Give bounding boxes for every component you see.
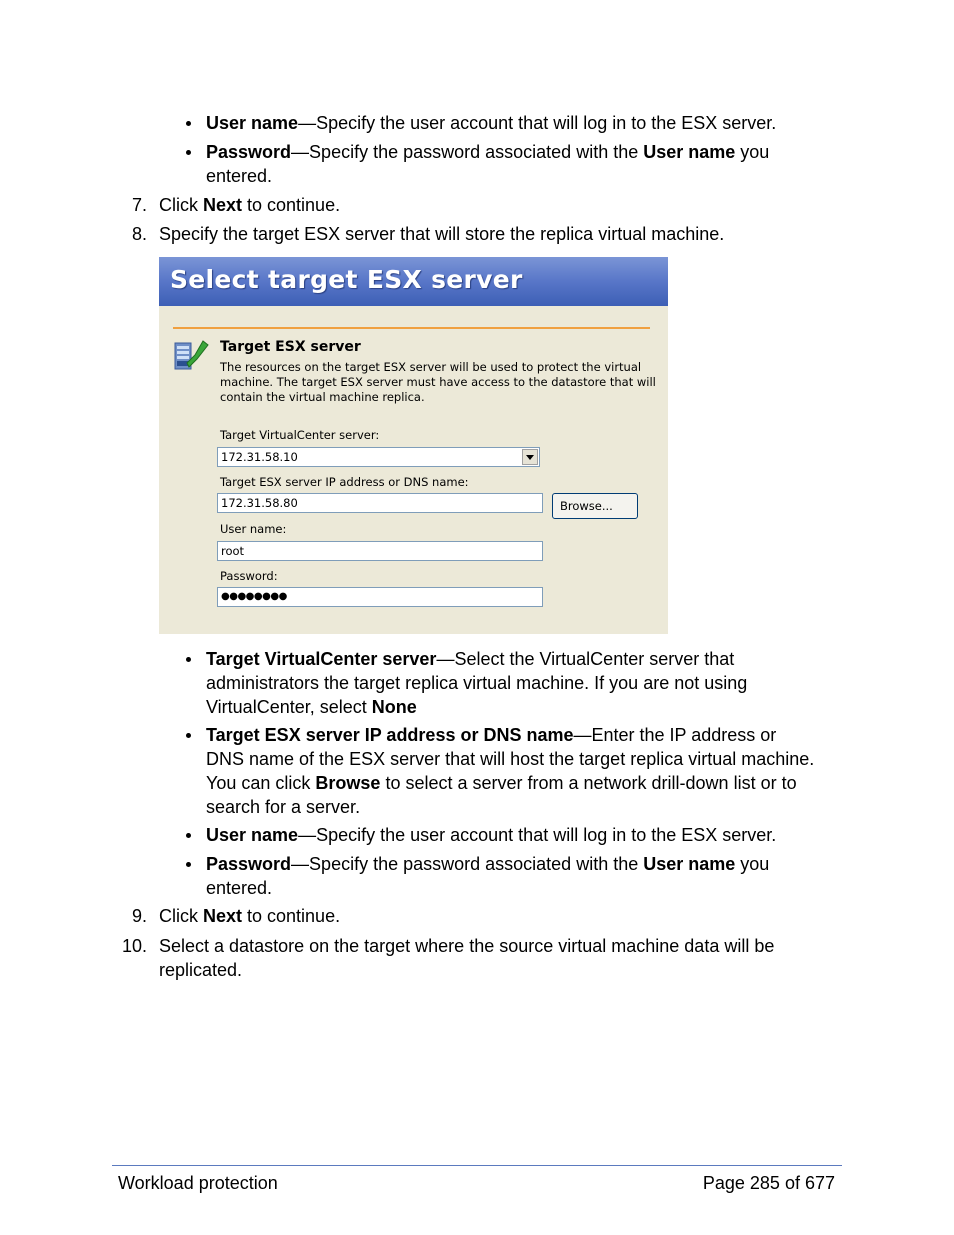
step-number: 9.: [131, 906, 147, 926]
password-input[interactable]: ●●●●●●●●: [217, 587, 543, 607]
section-title: Target ESX server: [220, 339, 361, 355]
esx-server-input[interactable]: 172.31.58.80: [217, 493, 543, 513]
server-wizard-icon: [173, 337, 211, 375]
step-number: 8.: [131, 224, 147, 244]
bullet-dot: [186, 733, 191, 738]
term: Password: [206, 142, 292, 162]
bullet-dot: [186, 150, 191, 155]
dialog-header: [159, 257, 668, 306]
browse-button[interactable]: Browse...: [552, 493, 638, 519]
term: User name: [206, 113, 299, 133]
term: Target VirtualCenter server: [206, 649, 437, 669]
footer-section-title: Workload protection: [118, 1173, 278, 1193]
user-name-input[interactable]: root: [217, 541, 543, 561]
user-name-label: User name:: [220, 522, 287, 536]
esx-server-label: Target ESX server IP address or DNS name:: [220, 475, 469, 489]
term: Password: [206, 854, 292, 874]
term: User name: [206, 825, 299, 845]
footer-page-number: Page 285 of 677: [702, 1173, 835, 1193]
password-label: Password:: [220, 569, 278, 583]
section-divider: [173, 327, 650, 329]
term: Target ESX server IP address or DNS name: [206, 725, 574, 745]
bullet-dot: [186, 121, 191, 126]
bullet-dot: [186, 657, 191, 662]
dialog-title: Select target ESX server: [170, 265, 523, 294]
step-number: 7.: [131, 195, 147, 215]
vc-server-label: Target VirtualCenter server:: [220, 428, 380, 442]
chevron-down-icon[interactable]: [522, 449, 538, 465]
footer-divider: [112, 1165, 842, 1166]
document-page: User name—Specify the user account that will log in to the ESX server. Password—Specify the password associated with the User name you entered. 7. Click Next to continue. 8. Specify the target ESX server that will store the replica virtual machine. Select target ESX server Target ESX server The resources on the target ESX server will be used to protect the virtual machine. The target ESX server must have access to the datastore that will contain the virtual machine replica. Target VirtualCenter server: 172.31.58.10 Target ESX server IP address or DNS name: 172.31.58.80 Browse... User name: root Password: ●●●●●●●● Target VirtualCenter server—Select the VirtualCenter server that administrators the target replica virtual machine. If you are not using VirtualCenter, select None Target ESX server IP address or DNS name—Enter the IP address or DNS name of the ESX server that will host the target replica virtual machine. You can click Browse to select a server from a network drill-down list or to search for a server. User name—Specify the user account that will log in to the ESX server. Password—Specify the password associated with the User name you entered. 9. Click Next to continue. 10. Select a datastore on the target where the source virtual machine data will be replicated. Workload protection Page 285 of 677: [0, 0, 954, 1235]
vc-server-select[interactable]: 172.31.58.10: [217, 447, 540, 467]
bullet-dot: [186, 862, 191, 867]
bullet-dot: [186, 833, 191, 838]
step-number: 10.: [121, 936, 147, 956]
section-description: The resources on the target ESX server will be used to protect the virtual machine. The target ESX server must have access to the datastore that will contain the virtual machine replica.: [220, 360, 656, 404]
select-target-esx-dialog-screenshot: [159, 257, 668, 634]
